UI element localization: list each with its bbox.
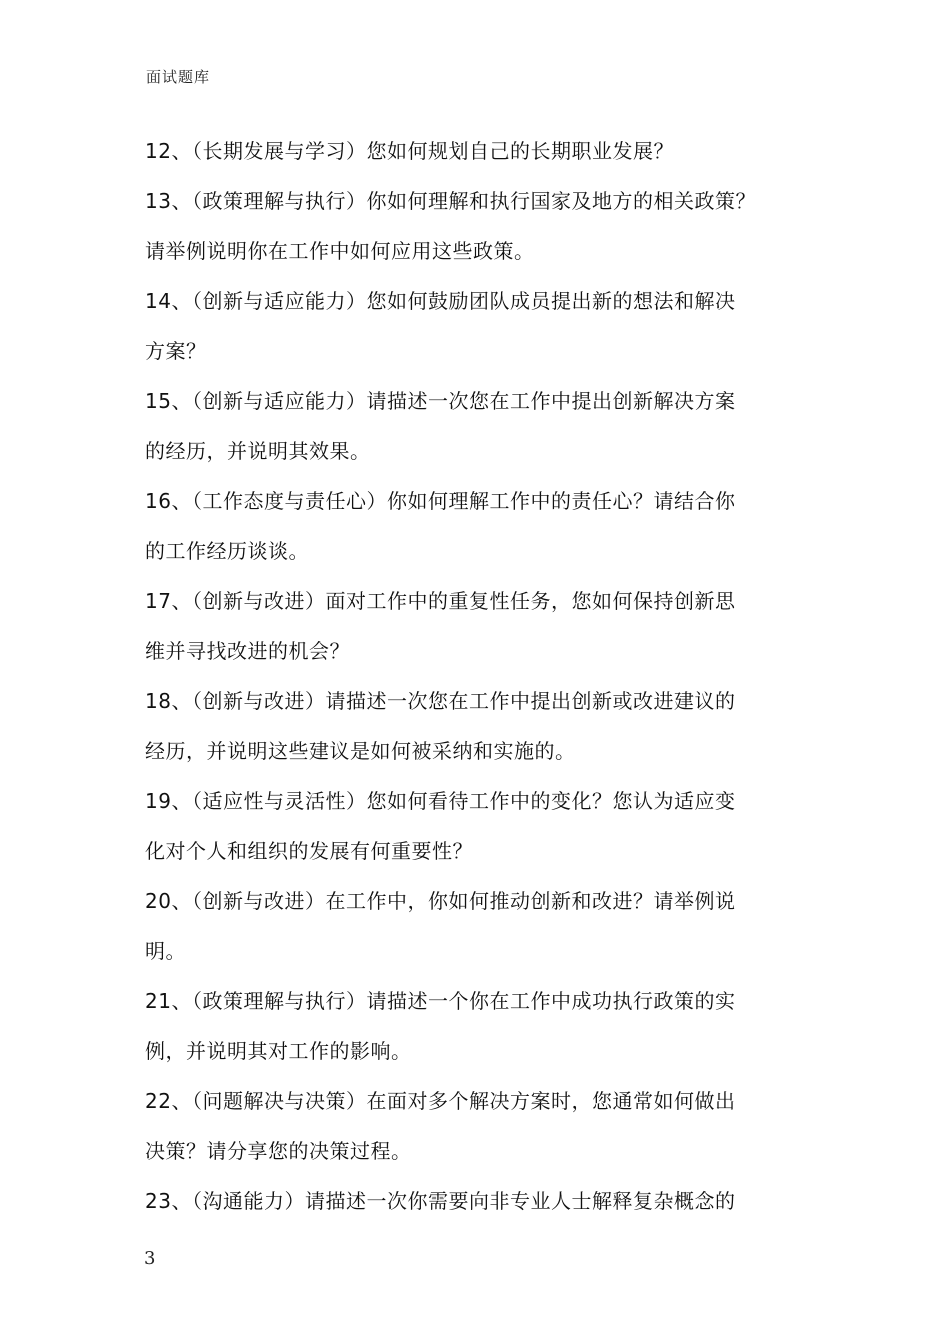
text-line: 16、（工作态度与责任心）你如何理解工作中的责任心？请结合你 bbox=[145, 489, 736, 513]
text-line: 23、（沟通能力）请描述一次你需要向非专业人士解释复杂概念的 bbox=[145, 1189, 736, 1213]
text-line: 12、（长期发展与学习）您如何规划自己的长期职业发展？ bbox=[145, 139, 674, 163]
text-line: 维并寻找改进的机会？ bbox=[145, 639, 350, 663]
page-header-title: 面试题库 bbox=[146, 68, 211, 86]
text-line: 20、（创新与改进）在工作中，你如何推动创新和改进？请举例说 bbox=[145, 889, 736, 913]
text-line: 17、（创新与改进）面对工作中的重复性任务，您如何保持创新思 bbox=[145, 589, 736, 613]
text-line: 明。 bbox=[145, 939, 186, 963]
text-line: 化对个人和组织的发展有何重要性？ bbox=[145, 839, 473, 863]
text-line: 请举例说明你在工作中如何应用这些政策。 bbox=[145, 239, 535, 263]
text-line: 15、（创新与适应能力）请描述一次您在工作中提出创新解决方案 bbox=[145, 389, 736, 413]
text-line: 的工作经历谈谈。 bbox=[145, 539, 309, 563]
text-line: 18、（创新与改进）请描述一次您在工作中提出创新或改进建议的 bbox=[145, 689, 736, 713]
text-line: 22、（问题解决与决策）在面对多个解决方案时，您通常如何做出 bbox=[145, 1089, 736, 1113]
text-line: 决策？请分享您的决策过程。 bbox=[145, 1139, 412, 1163]
text-line: 经历，并说明这些建议是如何被采纳和实施的。 bbox=[145, 739, 576, 763]
text-line: 13、（政策理解与执行）你如何理解和执行国家及地方的相关政策？ bbox=[145, 189, 756, 213]
text-line: 例，并说明其对工作的影响。 bbox=[145, 1039, 412, 1063]
text-line: 21、（政策理解与执行）请描述一个你在工作中成功执行政策的实 bbox=[145, 989, 736, 1013]
text-line: 方案？ bbox=[145, 339, 207, 363]
text-line: 的经历，并说明其效果。 bbox=[145, 439, 371, 463]
question-list bbox=[145, 132, 810, 1232]
page-number: 3 bbox=[144, 1248, 156, 1269]
text-line: 14、（创新与适应能力）您如何鼓励团队成员提出新的想法和解决 bbox=[145, 289, 736, 313]
text-line: 19、（适应性与灵活性）您如何看待工作中的变化？您认为适应变 bbox=[145, 789, 736, 813]
